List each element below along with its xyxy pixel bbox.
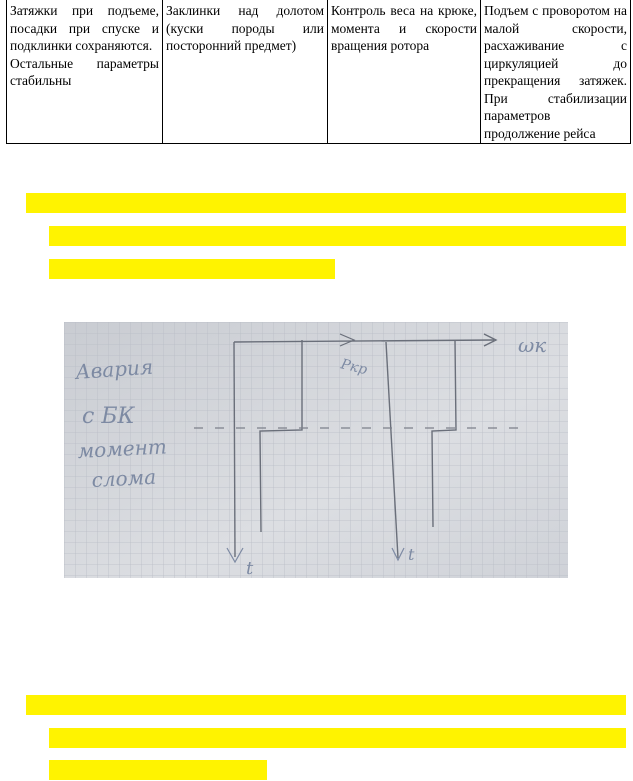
table-cell-cause (163, 0, 328, 144)
table-row (7, 0, 631, 144)
cell-text: Контроль веса на крюке, момента и скорости вращения ротора (331, 3, 477, 53)
note-line-4: слома (91, 464, 157, 492)
sketch-photo (64, 322, 568, 578)
highlighted-line-6 (49, 760, 267, 780)
table-cell-actions (481, 0, 631, 144)
curve-1 (234, 342, 235, 557)
cell-text: Подъем с проворотом на малой скорости, расхаживание с циркуляцией до прекращения затяжек. При стабилизации параметров продолжение рейса (484, 3, 627, 141)
cell-text: Заклинки над долотом (куски породы или посторонний предмет) (166, 3, 324, 53)
note-line-3: момент (77, 434, 168, 463)
complications-table (6, 0, 631, 144)
sketch-drawing (64, 322, 568, 578)
highlighted-line-5 (49, 728, 626, 748)
highlighted-line-3 (49, 259, 335, 279)
label-time-1: t (246, 558, 254, 578)
cell-text: Затяжки при подъеме, посадки при спуске и подклинки сохраняются. Остальные параметры стабильны (10, 3, 159, 88)
highlighted-line-2 (49, 226, 626, 246)
table-cell-control (328, 0, 481, 144)
label-time-2: t (408, 545, 415, 564)
label-weight: Pкр (339, 356, 369, 379)
note-line-2: с БК (82, 404, 135, 429)
highlighted-line-1 (26, 193, 626, 213)
table-cell-symptoms (7, 0, 163, 144)
highlighted-line-4 (26, 695, 626, 715)
note-line-1: Авария (74, 354, 154, 384)
label-omega: ωк (518, 333, 547, 357)
